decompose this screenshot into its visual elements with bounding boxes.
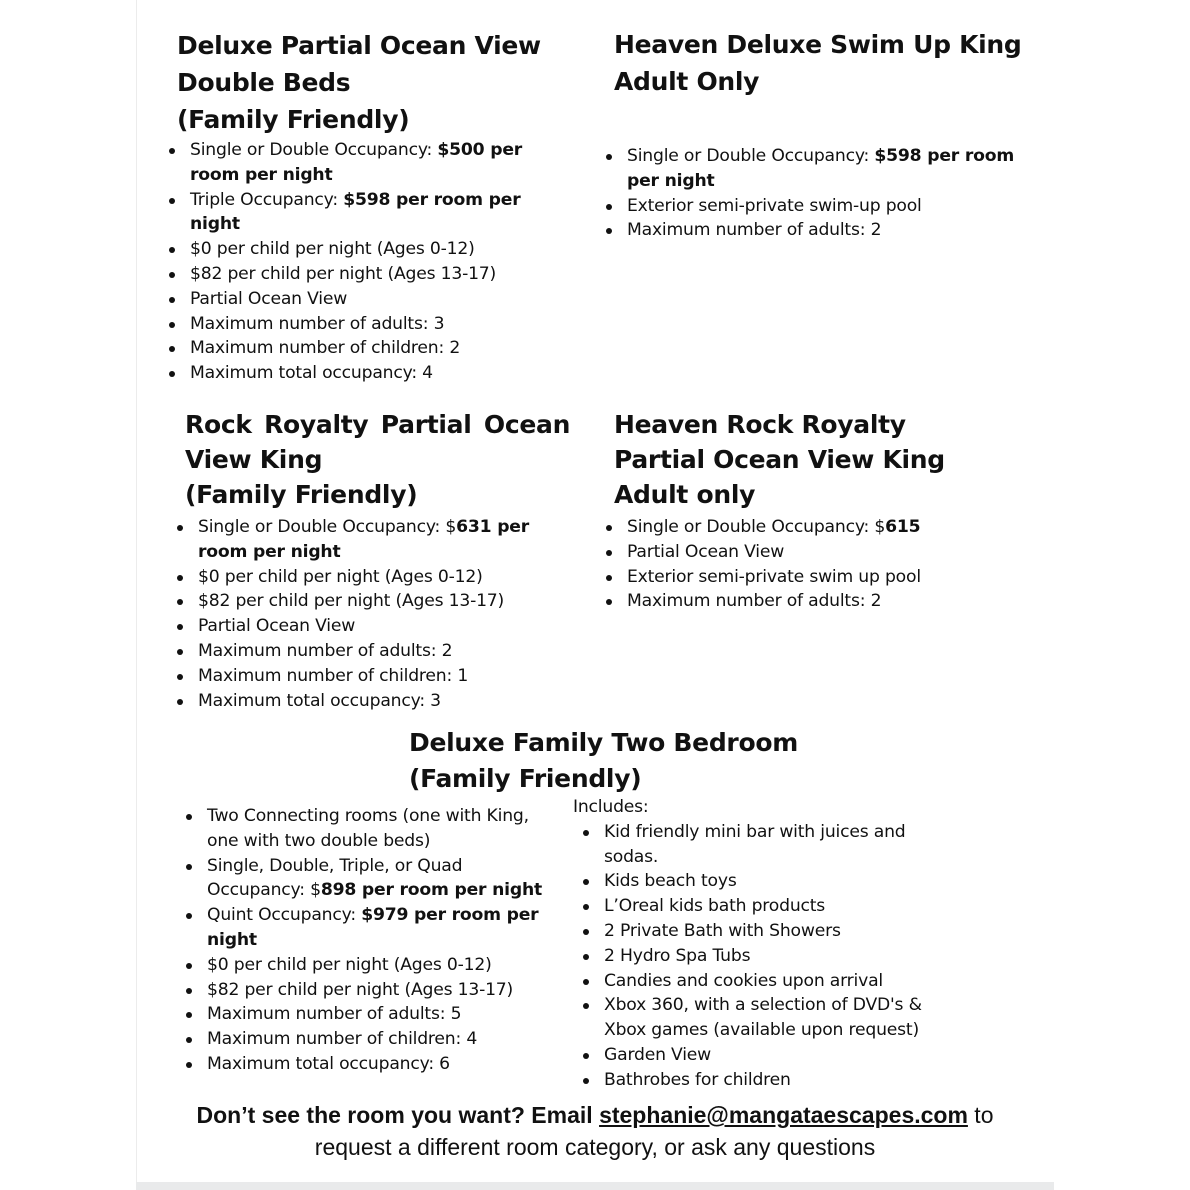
room-heaven-deluxe-swim-up-king [614,26,1034,243]
room-heaven-rock-royalty [614,407,1014,614]
room-title-line: Double Beds [177,68,351,97]
list-item [583,1068,953,1093]
list-item [169,188,567,238]
item-text: $82 per child per night (Ages 13-17) [207,979,514,1000]
bullet-icon [186,814,192,820]
bullet-icon [583,979,589,985]
includes-list [583,820,953,1093]
item-text: Kid friendly mini bar with juices and sodas. [604,821,906,867]
item-text: Maximum number of adults: 3 [190,313,445,334]
item-text: Maximum number of adults: 2 [198,640,453,661]
list-item [169,312,567,337]
item-text: Candies and cookies upon arrival [604,970,883,991]
room-rock-royalty-partial-ocean-view-king [185,407,575,713]
item-text: Maximum number of adults: 2 [627,220,882,241]
list-item [606,565,1014,590]
bullet-icon [186,913,192,919]
list-item [583,993,953,1043]
item-text: Maximum number of adults: 5 [207,1004,462,1025]
bullet-icon [606,154,612,160]
item-text: Single or Double Occupancy: $ [198,517,457,537]
bullet-icon [186,1037,192,1043]
bullet-icon [186,1062,192,1068]
item-text: Quint Occupancy: [207,905,362,926]
bullet-icon [169,371,175,377]
item-text: Maximum number of adults: 2 [627,591,882,612]
item-price: $500 per room per night [190,140,523,185]
bullet-icon [169,198,175,204]
bullet-icon [169,297,175,303]
item-text: Single, Double, Triple, or Quad Occupancy: $ [207,855,463,901]
item-text: $0 per child per night (Ages 0-12) [198,566,483,587]
room-title-line: Heaven Deluxe Swim Up King [614,30,1022,59]
room-title-line: (Family Friendly) [185,480,418,509]
room-details-list [186,804,556,1077]
page-bottom-edge [136,1182,1054,1190]
bullet-icon [583,904,589,910]
list-item [583,894,953,919]
item-text: Partial Ocean View [190,288,348,309]
list-item [583,919,953,944]
list-item [177,614,575,639]
bullet-icon [583,830,589,836]
email-link[interactable]: stephanie@mangataescapes.com [599,1102,968,1128]
bullet-icon [177,649,183,655]
bullet-icon [169,247,175,253]
list-item [169,361,567,386]
item-text: Garden View [604,1044,712,1065]
list-item [186,978,556,1003]
room-title-line: Deluxe Family Two Bedroom [409,728,798,757]
room-title-line: Partial Ocean View King [614,445,945,474]
list-item [186,1002,556,1027]
room-title-line: (Family Friendly) [409,764,642,793]
family-two-bedroom-includes [573,795,953,1093]
bullet-icon [186,1012,192,1018]
item-price: 631 per room per night [198,517,530,562]
bullet-icon [169,322,175,328]
item-text: Exterior semi-private swim-up pool [627,195,922,216]
item-text: Triple Occupancy: [190,189,344,210]
room-deluxe-family-two-bedroom [409,725,829,797]
list-item [169,287,567,312]
list-item [186,1027,556,1052]
list-item [186,903,556,953]
item-text: Single or Double Occupancy: $ [627,517,886,537]
item-text: $0 per child per night (Ages 0-12) [190,239,475,260]
item-price: $598 per room per night [627,146,1015,191]
item-text: 2 Private Bath with Showers [604,920,841,941]
bullet-icon [606,204,612,210]
item-price: 615 [885,517,921,537]
room-details-list [606,515,1014,614]
list-item [583,944,953,969]
list-item [606,194,1034,219]
bullet-icon [606,228,612,234]
list-item [177,565,575,590]
item-text: Maximum total occupancy: 3 [198,690,441,711]
room-deluxe-partial-ocean-view [177,27,567,386]
item-text: Xbox 360, with a selection of DVD's & Xbox games (available upon request) [604,995,922,1041]
list-item [186,804,556,854]
bullet-icon [583,954,589,960]
family-two-bedroom-details [186,804,556,1077]
list-item [177,515,575,565]
room-title-line: Adult only [614,480,756,509]
bullet-icon [177,624,183,630]
room-details-list [177,515,575,713]
bullet-icon [606,599,612,605]
bullet-icon [583,1003,589,1009]
room-details-list [169,138,567,386]
list-item [583,869,953,894]
list-item [583,969,953,994]
list-item [606,144,1034,194]
includes-label: Includes: [573,797,649,817]
contact-footer [150,1099,1040,1163]
bullet-icon [169,346,175,352]
bullet-icon [177,525,183,531]
list-item [583,1043,953,1068]
item-price: 898 per room per night [320,880,542,901]
footer-lead: Don’t see the room you want? Email [196,1102,600,1128]
item-text: Kids beach toys [604,871,737,892]
room-details-list [606,144,1034,243]
room-title [614,26,1034,100]
bullet-icon [583,1078,589,1084]
room-title-line: Heaven Rock Royalty [614,410,906,439]
bullet-icon [169,272,175,278]
item-text: Maximum number of children: 4 [207,1029,478,1050]
bullet-icon [177,599,183,605]
list-item [169,262,567,287]
list-item [606,589,1014,614]
item-text: 2 Hydro Spa Tubs [604,945,751,966]
room-title-line: Adult Only [614,67,760,96]
item-price: $979 per room per night [207,905,539,950]
item-text: Single or Double Occupancy: [627,146,875,166]
item-text: Single or Double Occupancy: [190,140,438,160]
room-title-line: View King [185,445,323,474]
footer-line-2: request a different room category, or ask any questions [314,1134,876,1160]
list-item [606,515,1014,540]
list-item [186,1052,556,1077]
item-text: Partial Ocean View [627,541,785,562]
bullet-icon [169,148,175,154]
bullet-icon [606,575,612,581]
footer-line-1 [150,1099,1040,1131]
list-item [177,689,575,714]
room-title [409,725,829,797]
room-title [185,407,575,512]
list-item [169,237,567,262]
bullet-icon [583,929,589,935]
bullet-icon [606,525,612,531]
list-item [169,336,567,361]
list-item [583,820,953,870]
item-text: Maximum total occupancy: 6 [207,1053,450,1074]
bullet-icon [177,674,183,680]
list-item [177,589,575,614]
list-item [606,218,1034,243]
room-title [177,27,567,138]
bullet-icon [177,699,183,705]
bullet-icon [583,1053,589,1059]
item-text: L’Oreal kids bath products [604,896,826,917]
list-item [177,639,575,664]
bullet-icon [583,879,589,885]
item-price: $598 per room per night [190,189,521,235]
item-text: Bathrobes for children [604,1069,791,1090]
list-item [186,854,556,904]
list-item [186,953,556,978]
footer-after-email: to [967,1102,994,1128]
item-text: Partial Ocean View [198,616,356,637]
room-title-line: Deluxe Partial Ocean View [177,31,541,60]
item-text: $82 per child per night (Ages 13-17) [198,591,505,612]
bullet-icon [177,575,183,581]
bullet-icon [186,963,192,969]
item-text: Maximum number of children: 2 [190,338,461,359]
bullet-icon [186,988,192,994]
item-text: $0 per child per night (Ages 0-12) [207,954,492,975]
room-title-line: (Family Friendly) [177,105,410,134]
item-text: Two Connecting rooms (one with King, one with two double beds) [207,806,529,851]
list-item [169,138,567,188]
bullet-icon [186,864,192,870]
room-title-line: Rock Royalty Partial Ocean [185,410,571,439]
list-item [606,540,1014,565]
item-text: Maximum number of children: 1 [198,665,469,686]
item-text: Maximum total occupancy: 4 [190,363,433,384]
item-text: Exterior semi-private swim up pool [627,566,921,587]
list-item [177,664,575,689]
item-text: $82 per child per night (Ages 13-17) [190,263,497,284]
bullet-icon [606,550,612,556]
room-title [614,407,1014,512]
